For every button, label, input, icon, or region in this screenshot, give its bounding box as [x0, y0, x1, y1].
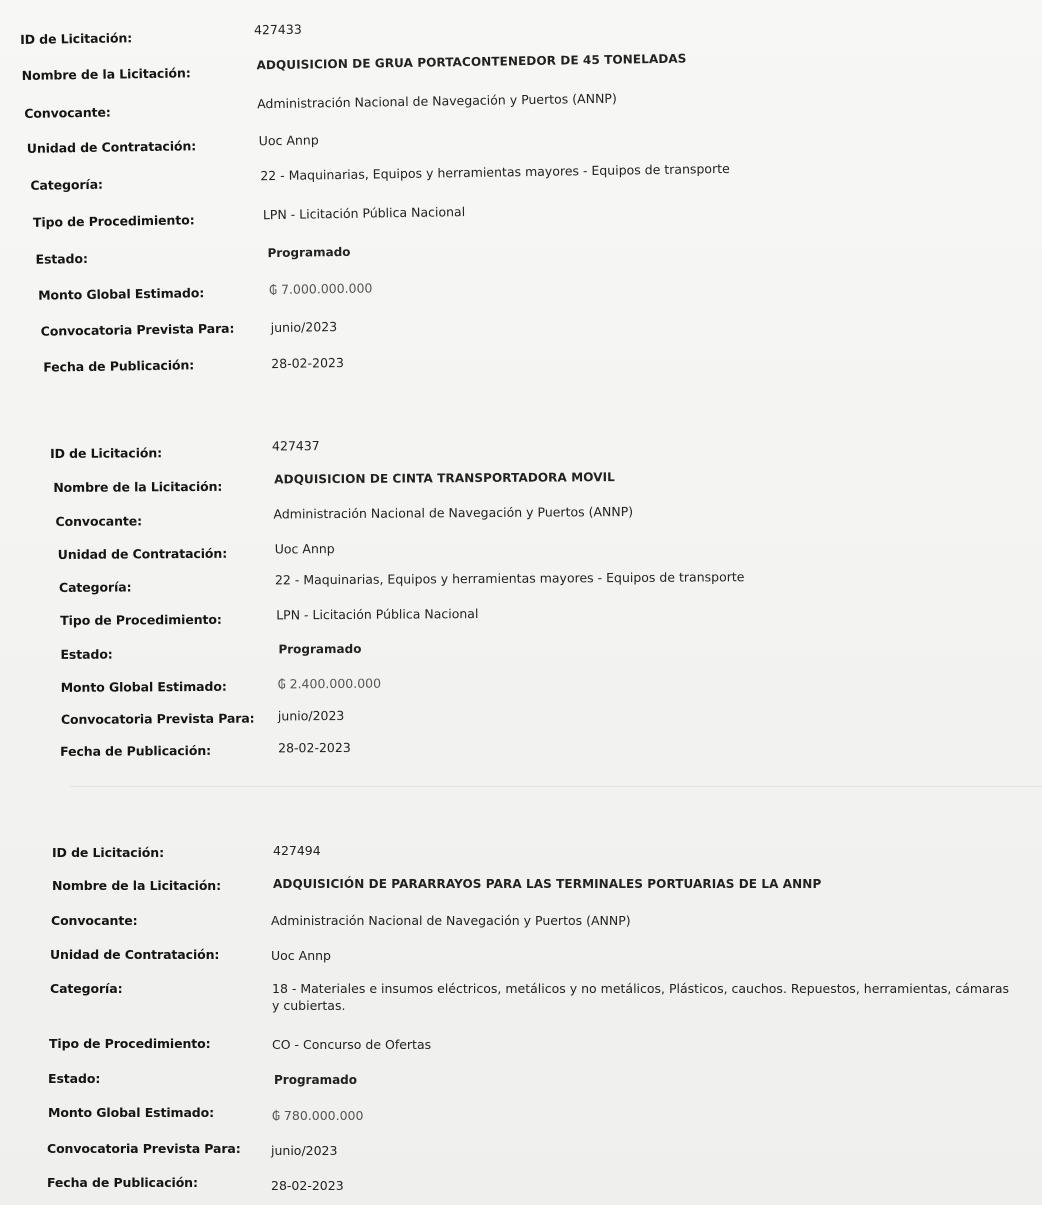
value-tipo: LPN - Licitación Pública Nacional: [262, 204, 466, 223]
licitacion-block-3: [48, 845, 1028, 1195]
row-convocante: [21, 90, 1021, 121]
row-convocatoria: [52, 705, 1012, 727]
row-tipo: [23, 199, 1023, 230]
row-id: [50, 438, 1010, 461]
label-convocante: Convocante:: [24, 104, 111, 121]
row-unidad: [22, 125, 1022, 156]
label-categoria: Categoría:: [58, 579, 132, 595]
value-categoria: 18 - Materiales e insumos eléctricos, metálicos y no metálicos, Plásticos, cauchos. Repuestos, herramientas, cámaras y cubiertas.: [272, 981, 1010, 1013]
row-convocatoria: [25, 308, 1025, 339]
value-tipo: LPN - Licitación Pública Nacional: [276, 606, 479, 623]
value-convocante: Administración Nacional de Navegación y Puertos (ANNP): [271, 913, 631, 928]
value-fecha: 28-02-2023: [271, 354, 345, 372]
value-unidad: Uoc Annp: [258, 132, 319, 149]
label-estado: Estado:: [48, 1071, 101, 1086]
label-convocatoria: Convocatoria Prevista Para:: [40, 320, 235, 339]
label-categoria: Categoría:: [30, 176, 104, 193]
value-fecha: 28-02-2023: [271, 1178, 344, 1193]
label-nombre: Nombre de la Licitación:: [52, 878, 221, 893]
value-monto: ₲ 2.400.000.000: [277, 675, 382, 692]
row-nombre: [21, 51, 1021, 83]
row-fecha: [25, 344, 1025, 375]
status-badge: Programado: [278, 641, 362, 657]
label-convocatoria: Convocatoria Prevista Para:: [60, 710, 255, 727]
value-nombre: ADQUISICION DE CINTA TRANSPORTADORA MOVIL: [274, 470, 615, 487]
value-id: 427433: [253, 21, 302, 38]
value-id: 427494: [273, 843, 321, 858]
value-nombre: ADQUISICIÓN DE PARARRAYOS PARA LAS TERMINALES PORTUARIAS DE LA ANNP: [273, 877, 822, 891]
label-unidad: Unidad de Contratación:: [50, 947, 220, 962]
status-badge: Programado: [274, 1073, 357, 1087]
label-unidad: Unidad de Contratación:: [57, 545, 228, 562]
label-convocante: Convocante:: [55, 513, 143, 529]
label-monto: Monto Global Estimado:: [60, 678, 227, 695]
row-unidad: [51, 540, 1011, 562]
label-convocatoria: Convocatoria Prevista Para:: [47, 1141, 241, 1156]
value-convocatoria: junio/2023: [277, 707, 345, 724]
row-categoria: [22, 160, 1022, 193]
label-nombre: Nombre de la Licitación:: [53, 478, 223, 495]
row-monto: [24, 272, 1024, 303]
value-categoria: 22 - Maquinarias, Equipos y herramientas mayores - Equipos de transporte: [260, 160, 730, 184]
row-fecha: [52, 737, 1012, 759]
label-tipo: Tipo de Procedimiento:: [32, 212, 195, 230]
label-estado: Estado:: [60, 646, 113, 662]
value-convocante: Administración Nacional de Navegación y Puertos (ANNP): [273, 503, 634, 522]
value-monto: ₲ 7.000.000.000: [268, 280, 373, 298]
label-id: ID de Licitación:: [52, 845, 164, 860]
page-divider: [70, 786, 1042, 787]
row-nombre: [50, 470, 1010, 495]
value-categoria: 22 - Maquinarias, Equipos y herramientas mayores - Equipos de transporte: [274, 569, 745, 588]
label-unidad: Unidad de Contratación:: [26, 138, 197, 156]
row-tipo: [51, 606, 1011, 628]
label-id: ID de Licitación:: [20, 30, 133, 47]
label-categoria: Categoría:: [50, 981, 123, 996]
label-monto: Monto Global Estimado:: [48, 1105, 215, 1120]
status-badge: Programado: [267, 244, 351, 261]
label-fecha: Fecha de Publicación:: [43, 357, 195, 375]
row-estado: [51, 640, 1011, 662]
label-tipo: Tipo de Procedimiento:: [60, 611, 222, 628]
value-monto: ₲ 780.000.000: [272, 1108, 364, 1123]
value-convocatoria: junio/2023: [270, 319, 338, 336]
value-fecha: 28-02-2023: [278, 739, 351, 756]
row-categoria: [51, 569, 1011, 595]
row-id: [20, 16, 1020, 47]
label-convocante: Convocante:: [51, 913, 138, 928]
value-unidad: Uoc Annp: [274, 541, 335, 557]
row-monto: [52, 673, 1012, 695]
value-nombre: ADQUISICION DE GRUA PORTACONTENEDOR DE 45 TONELADAS: [256, 51, 687, 73]
label-nombre: Nombre de la Licitación:: [21, 65, 191, 83]
row-convocante: [50, 503, 1010, 529]
label-estado: Estado:: [35, 250, 88, 267]
value-convocante: Administración Nacional de Navegación y Puertos (ANNP): [257, 90, 617, 112]
value-id: 427437: [271, 438, 320, 454]
value-tipo: CO - Concurso de Ofertas: [272, 1037, 432, 1052]
licitacion-block-1: [20, 16, 1025, 382]
label-fecha: Fecha de Publicación:: [47, 1175, 198, 1190]
row-estado: [23, 236, 1023, 267]
value-convocatoria: junio/2023: [271, 1143, 338, 1158]
licitacion-block-2: [50, 439, 1012, 766]
value-unidad: Uoc Annp: [271, 948, 331, 963]
label-monto: Monto Global Estimado:: [38, 285, 205, 303]
label-tipo: Tipo de Procedimiento:: [49, 1036, 211, 1051]
label-id: ID de Licitación:: [50, 445, 163, 461]
label-fecha: Fecha de Publicación:: [60, 742, 212, 759]
